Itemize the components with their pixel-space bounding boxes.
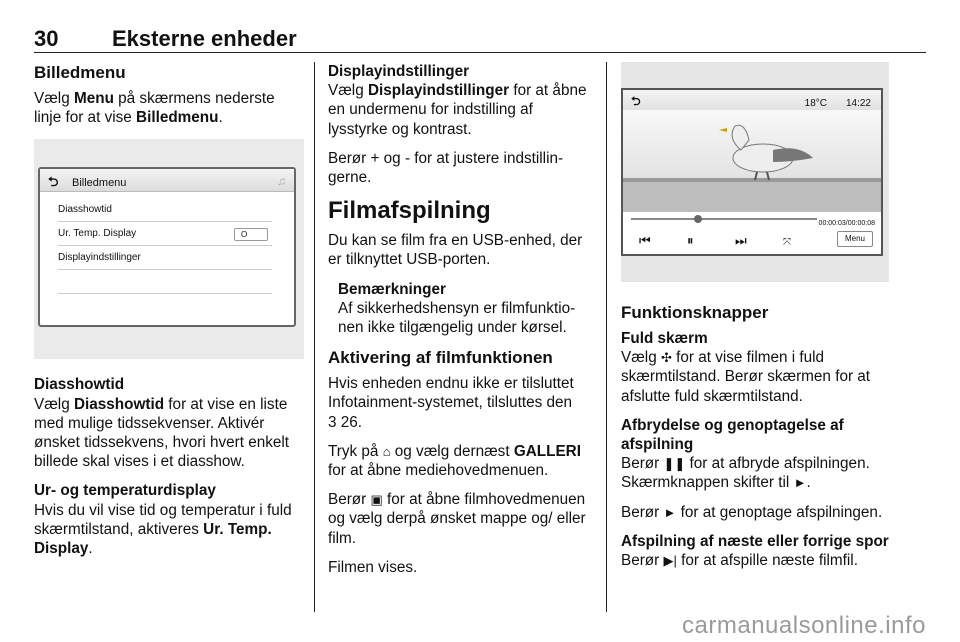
paragraph-afbrydelse-1: Berør ❚❚ for at afbryde afspilningen. Skærmknappen skifter til ►. <box>621 455 870 492</box>
back-icon: ⮌ <box>48 174 59 190</box>
toggle-switch: O <box>234 228 268 241</box>
film-icon: ▣ <box>370 492 383 508</box>
paragraph-justere: Berør + og - for at justere indstillingerne. <box>328 149 564 187</box>
screenshot-screen <box>38 167 296 327</box>
page-reference: 3 26. <box>328 413 363 431</box>
pause-icon: ❚❚ <box>663 456 686 472</box>
screenshot-film-player <box>621 62 889 282</box>
player-screen <box>621 88 883 256</box>
paragraph-aktivering-3: Berør ▣ for at åbne filmhovedmenuen og vælg derpå ønsket mappe og/ eller film. <box>328 491 586 547</box>
back-icon: ⮌ <box>631 94 641 108</box>
menu-row-displayindstillinger: Displayindstillinger <box>58 247 272 270</box>
previous-icon[interactable]: ⏮ <box>639 233 651 248</box>
footer-watermark: carmanualsonline.info <box>682 612 926 639</box>
video-frame <box>623 110 881 212</box>
next-icon[interactable]: ⏭ <box>735 233 747 248</box>
paragraph-intro: Vælg Menu på skærmens nederste linje for at vise Billedmenu. <box>34 90 275 127</box>
pause-icon[interactable]: ⏸ <box>687 233 694 248</box>
paragraph-displayindstillinger: Vælg Displayindstillinger for at åbne en undermenu for indstilling af lysstyrke og kontrast. <box>328 82 587 138</box>
paragraph-afbrydelse-2: Berør ► for at genoptage afspilningen. <box>621 503 883 521</box>
paragraph-naeste-spor: Berør ▶| for at afspille næste filmfil. <box>621 552 858 570</box>
page-number: 30 <box>34 26 59 51</box>
paragraph-diasshowtid: Vælg Diasshowtid for at vise en liste med mulige tidssekvenser. Aktivér ønsket tidssekvens, hvori hvert enkelt billede skal vises i et diasshow. <box>34 395 290 471</box>
play-icon: ► <box>793 475 807 491</box>
column-1 <box>34 62 304 568</box>
menu-row-empty <box>58 271 272 294</box>
note-text: Af sikkerhedshensyn er filmfunktionen ikke tilgængelig under kørsel. <box>338 299 576 337</box>
subheading-ur-temp: Ur- og temperaturdisplay <box>34 482 216 500</box>
subheading-naeste-spor: Afspilning af næste eller forrige spor <box>621 532 889 550</box>
note-block <box>328 280 594 338</box>
section-heading-aktivering: Aktivering af filmfunktionen <box>328 348 553 368</box>
subheading-diasshowtid: Diasshowtid <box>34 376 125 394</box>
section-heading-filmafspilning: Filmafspilning <box>328 197 491 225</box>
column-3 <box>621 62 889 580</box>
paragraph-aktivering-1: Hvis enheden endnu ikke er tilsluttet Infotainment-systemet, tilsluttes den 3 26. <box>328 375 574 431</box>
section-heading-funktionsknapper: Funktionsknapper <box>621 303 769 322</box>
column-2 <box>328 62 594 587</box>
temperature-readout: 18°C <box>804 98 827 109</box>
menu-row-ur-temp: Ur. Temp. Display O <box>58 223 272 246</box>
screen-title: Billedmenu <box>72 177 127 190</box>
menu-button[interactable]: Menu <box>837 231 873 247</box>
play-icon: ► <box>663 504 677 520</box>
paragraph-filmafspilning: Du kan se film fra en USB-enhed, der er tilknyttet USB-porten. <box>328 232 583 269</box>
home-icon: ⌂ <box>382 443 391 459</box>
column-divider-2 <box>606 62 607 612</box>
player-status-bar <box>623 90 881 111</box>
paragraph-ur-temp: Hvis du vil vise tid og temperatur i fuld skærmtilstand, aktiveres Ur. Temp. Display. <box>34 501 292 558</box>
paragraph-fuld-skaerm: Vælg ✣ for at vise filmen i fuld skærmtilstand. Berør skærmen for at afslutte fuld skærmtilstand. <box>621 349 871 405</box>
seagull-image <box>623 110 881 212</box>
paragraph-aktivering-4: Filmen vises. <box>328 558 418 576</box>
menu-row-diasshowtid: Diasshowtid <box>58 199 272 222</box>
next-track-icon: ▶| <box>663 553 677 569</box>
fullscreen-icon: ✣ <box>660 350 672 366</box>
subheading-afbrydelse: Afbrydelse og genoptagelse af afspilning <box>621 416 844 454</box>
progress-bar[interactable] <box>631 218 817 220</box>
player-controls <box>623 228 881 252</box>
progress-knob[interactable] <box>694 215 702 223</box>
subheading-fuld-skaerm: Fuld skærm <box>621 330 708 347</box>
screenshot-billedmenu <box>34 139 304 359</box>
page-title: Eksterne enheder <box>112 26 297 51</box>
clock-readout: 14:22 <box>845 98 871 109</box>
subheading-displayindstillinger: Displayindstillinger <box>328 63 470 80</box>
progress-time: 00:00:03/00:00:08 <box>818 220 875 227</box>
section-heading-billedmenu: Billedmenu <box>34 63 126 82</box>
page-header <box>34 26 926 53</box>
screen-title-bar <box>40 169 294 192</box>
fullscreen-icon[interactable]: ⤧ <box>783 237 791 248</box>
music-note-icon: ♫ <box>277 174 286 189</box>
note-heading: Bemærkninger <box>338 280 446 298</box>
column-divider-1 <box>314 62 315 612</box>
paragraph-aktivering-2: Tryk på ⌂ og vælg dernæst GALLERI for at åbne mediehovedmenuen. <box>328 442 581 480</box>
